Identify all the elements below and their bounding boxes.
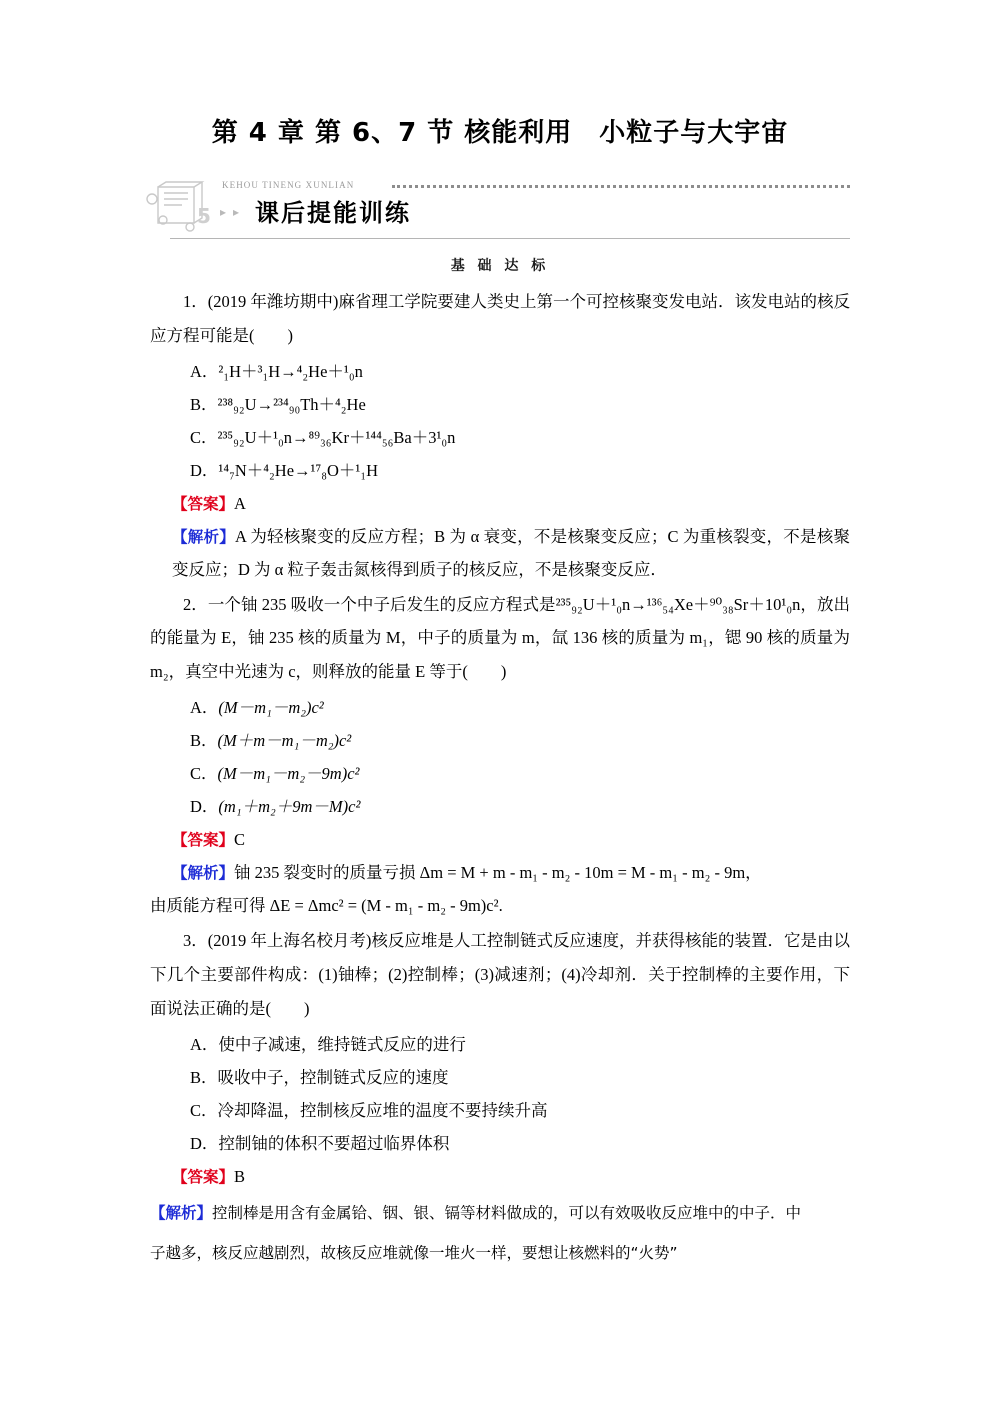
question-3-number: 3	[183, 931, 192, 951]
question-2-option-a	[150, 691, 850, 724]
question-3-answer	[150, 1160, 850, 1193]
option-text: (m₁＋m₂＋9m－M)c²	[218, 797, 361, 817]
question-1-option-a	[150, 355, 850, 388]
question-3-option-a	[150, 1028, 850, 1061]
question-1-number: 1	[183, 292, 192, 311]
question-3-option-c	[150, 1094, 850, 1127]
option-key: A．	[190, 698, 219, 718]
question-3-stem: 3．(2019 年上海名校月考)核反应堆是人工控制链式反应速度，并获得核能的装置．它是由以下几个主要部件构成：(1)铀棒；(2)控制棒；(3)减速剂；(4)冷却剂．关于控制棒的主要作用，下面说法正确的是( )	[150, 931, 850, 1018]
option-text: B．²³⁸₉₂U→²³⁴₉₀Th＋⁴₂He	[190, 394, 366, 414]
question-2-option-b	[150, 724, 850, 757]
question-3-option-b	[150, 1061, 850, 1094]
option-text: (M＋m－m₁－m₂)c²	[217, 731, 352, 751]
answer-value: C	[234, 830, 246, 850]
answer-tag: 【答案】	[172, 494, 235, 513]
section-banner	[150, 177, 850, 239]
question-3	[150, 924, 850, 1273]
question-3-analysis-line-2	[150, 1233, 850, 1273]
question-3-text: 核反应堆是人工控制链式反应速度，并获得核能的装置．它是由以下几个主要部件构成：(1)铀棒；(2)控制棒；(3)减速剂；(4)冷却剂．关于控制棒的主要作用，下面说法正确的是( )	[150, 931, 850, 1018]
answer-value: B	[234, 1166, 246, 1186]
question-3-source: (2019 年上海名校月考)	[207, 931, 372, 951]
banner-dotted-line	[392, 185, 850, 191]
page-title: 第 4 章 第 6、7 节 核能利用 小粒子与大宇宙	[211, 118, 789, 148]
option-key: B．	[190, 1067, 218, 1087]
question-2-answer	[150, 823, 850, 856]
question-1-option-d	[150, 454, 850, 487]
question-2-equation: ²³⁵₉₂U＋¹₀n→¹³⁶₅₄Xe＋⁹⁰₃₈Sr＋10¹₀n	[555, 594, 801, 614]
question-2-analysis-line-2	[150, 889, 850, 922]
option-key: A．	[190, 1034, 219, 1054]
analysis-tag: 【解析】	[172, 864, 235, 883]
banner-arrows-icon: ▸ ▸	[220, 205, 242, 219]
question-3-analysis-line-1	[150, 1193, 850, 1233]
option-text: 吸收中子，控制链式反应的速度	[217, 1067, 449, 1087]
question-2-stem: 2．一个铀 235 吸收一个中子后发生的反应方程式是²³⁵₉₂U＋¹₀n→¹³⁶₅₄Xe＋⁹⁰₃₈Sr＋10¹₀n，放出的能量为 E，铀 235 核的质量为 M，中子的质量为 m，氙 136 核的质量为 m₁，锶 90 核的质量为 m₂，真空中光速为 c，则释放的能量 E 等于( )	[150, 594, 851, 682]
question-2-text-part2: ，放出的能量为 E，铀 235 核的质量为 M，中子的质量为 m，氙 136 核的质量为 m₁，锶 90 核的质量为 m₂，真空中光速为 c，则释放的能量 E 等于( )	[150, 594, 851, 682]
question-1-source: (2019 年潍坊期中)	[207, 292, 339, 311]
option-text: 使中子减速，维持链式反应的进行	[218, 1034, 466, 1054]
analysis-tag: 【解析】	[150, 1203, 213, 1222]
analysis-text: 子越多，核反应越剧烈，故核反应堆就像一堆火一样，要想让核燃料的“火势”	[150, 1243, 678, 1262]
question-1-analysis	[150, 520, 850, 586]
question-2-number: 2	[183, 594, 192, 614]
option-text: A．²₁H＋³₁H→⁴₂He＋¹₀n	[190, 361, 363, 381]
answer-tag: 【答案】	[172, 831, 235, 850]
question-1-stem: 1．(2019 年潍坊期中)麻省理工学院要建人类史上第一个可控核聚变发电站．该发电站的核反应方程可能是( )	[150, 292, 851, 345]
option-key: D．	[190, 797, 219, 817]
option-text: 冷却降温，控制核反应堆的温度不要持续升高	[217, 1100, 548, 1120]
banner-label: 课后提能训练	[255, 199, 411, 227]
option-text: D．¹⁴₇N＋⁴₂He→¹⁷₈O＋¹₁H	[190, 460, 379, 480]
banner-rule	[170, 238, 850, 239]
question-1-option-c	[150, 421, 850, 454]
option-text: (M－m₁－m₂－9m)c²	[217, 764, 360, 784]
banner-pinyin: KEHOU TINENG XUNLIAN	[222, 180, 355, 190]
analysis-tag: 【解析】	[172, 527, 235, 546]
answer-tag: 【答案】	[172, 1167, 235, 1186]
analysis-text: A 为轻核聚变的反应方程；B 为 α 衰变，不是核聚变反应；C 为重核裂变，不是核聚变反应；D 为 α 粒子轰击氮核得到质子的核反应，不是核聚变反应．	[172, 526, 850, 579]
question-2-text-part1: 一个铀 235 吸收一个中子后发生的反应方程式是	[207, 594, 556, 614]
analysis-text: 铀 235 裂变时的质量亏损 Δm = M + m - m₁ - m₂ - 10m = M - m₁ - m₂ - 9m，	[234, 863, 762, 883]
option-text: (M－m₁－m₂)c²	[218, 698, 324, 718]
question-1	[150, 285, 850, 586]
option-key: B．	[190, 731, 218, 751]
question-2	[150, 588, 850, 922]
option-key: C．	[190, 1100, 218, 1120]
analysis-text: 控制棒是用含有金属铪、铟、银、镉等材料做成的，可以有效吸收反应堆中的中子．中	[212, 1203, 802, 1222]
option-key: D．	[190, 1133, 219, 1153]
question-2-option-c	[150, 757, 850, 790]
question-1-answer	[150, 487, 850, 520]
svg-text:5: 5	[197, 204, 211, 228]
option-text: C．²³⁵₉₂U＋¹₀n→⁸⁹₃₆Kr＋¹⁴⁴₅₆Ba＋3¹₀n	[190, 427, 456, 447]
book-sketch-icon	[142, 179, 216, 235]
answer-value: A	[234, 493, 246, 513]
section-subtitle: 基 础 达 标	[450, 258, 550, 274]
option-key: C．	[190, 764, 218, 784]
question-1-option-b	[150, 388, 850, 421]
question-2-analysis-line-1	[150, 856, 850, 889]
question-1-text: 麻省理工学院要建人类史上第一个可控核聚变发电站．该发电站的核反应方程可能是( )	[150, 292, 851, 345]
question-3-option-d	[150, 1127, 850, 1160]
question-2-option-d	[150, 790, 850, 823]
option-text: 控制铀的体积不要超过临界体积	[218, 1133, 450, 1153]
analysis-text: 由质能方程可得 ΔE = Δmc² = (M - m₁ - m₂ - 9m)c².	[150, 896, 503, 916]
